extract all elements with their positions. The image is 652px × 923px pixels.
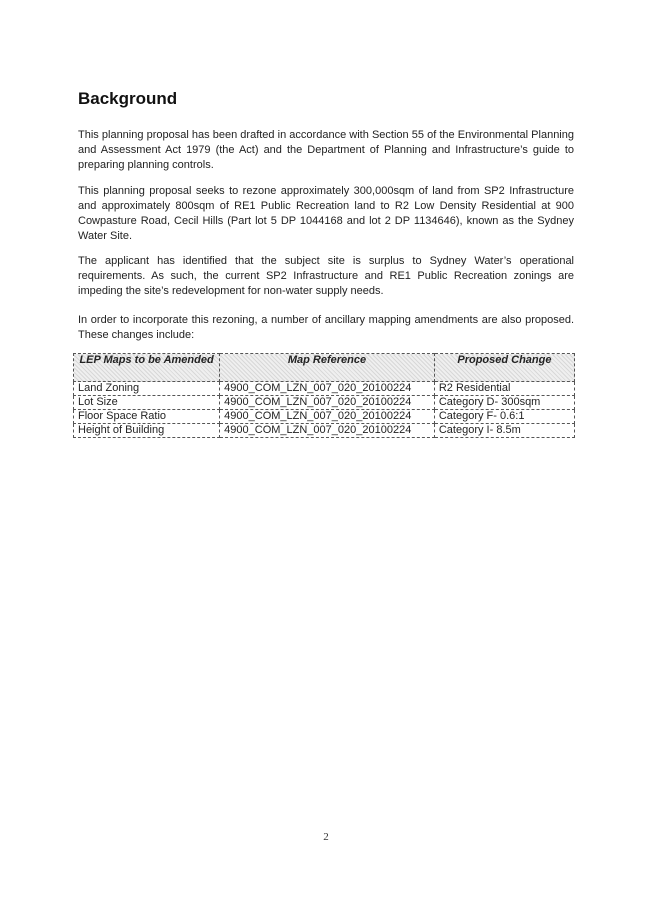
cell-proposed-change: R2 Residential — [434, 382, 574, 396]
header-proposed-change: Proposed Change — [434, 354, 574, 382]
cell-proposed-change: Category D- 300sqm — [434, 396, 574, 410]
page-number: 2 — [323, 831, 329, 843]
cell-map-name: Height of Building — [74, 424, 220, 438]
cell-map-name: Land Zoning — [74, 382, 220, 396]
header-lep-maps: LEP Maps to be Amended — [74, 354, 220, 382]
paragraph-amendments: In order to incorporate this rezoning, a number of ancillary mapping amendments are also proposed. These changes include: — [78, 314, 574, 341]
cell-map-reference: 4900_COM_LZN_007_020_20100224 — [220, 382, 435, 396]
table-row — [74, 396, 575, 410]
cell-proposed-change: Category I- 8.5m — [434, 424, 574, 438]
header-map-reference: Map Reference — [220, 354, 435, 382]
paragraph-surplus: The applicant has identified that the subject site is surplus to Sydney Water’s operational requirements. As such, the current SP2 Infrastructure and RE1 Public Recreation zonings are impeding the site’s redevelopment for non-water supply needs. — [78, 255, 574, 297]
paragraph-intro: This planning proposal has been drafted in accordance with Section 55 of the Environmental Planning and Assessment Act 1979 (the Act) and the Department of Planning and Infrastructure’s guide to preparing planning controls. — [78, 129, 574, 171]
table-row — [74, 410, 575, 424]
cell-map-name: Lot Size — [74, 396, 220, 410]
cell-proposed-change: Category F- 0.6:1 — [434, 410, 574, 424]
table-header-row — [74, 354, 575, 382]
cell-map-reference: 4900_COM_LZN_007_020_20100224 — [220, 410, 435, 424]
paragraph-proposal: This planning proposal seeks to rezone approximately 300,000sqm of land from SP2 Infrastructure and approximately 800sqm of RE1 Public Recreation land to R2 Low Density Residential at 900 Cowpasture Road, Cecil Hills (Part lot 5 DP 1044168 and lot 2 DP 1134646), known as the Sydney Water Site. — [78, 185, 574, 242]
cell-map-reference: 4900_COM_LZN_007_020_20100224 — [220, 424, 435, 438]
cell-map-reference: 4900_COM_LZN_007_020_20100224 — [220, 396, 435, 410]
table-row — [74, 382, 575, 396]
table-row — [74, 424, 575, 438]
lep-amendments-table — [73, 353, 575, 438]
cell-map-name: Floor Space Ratio — [74, 410, 220, 424]
section-heading: Background — [78, 89, 178, 108]
